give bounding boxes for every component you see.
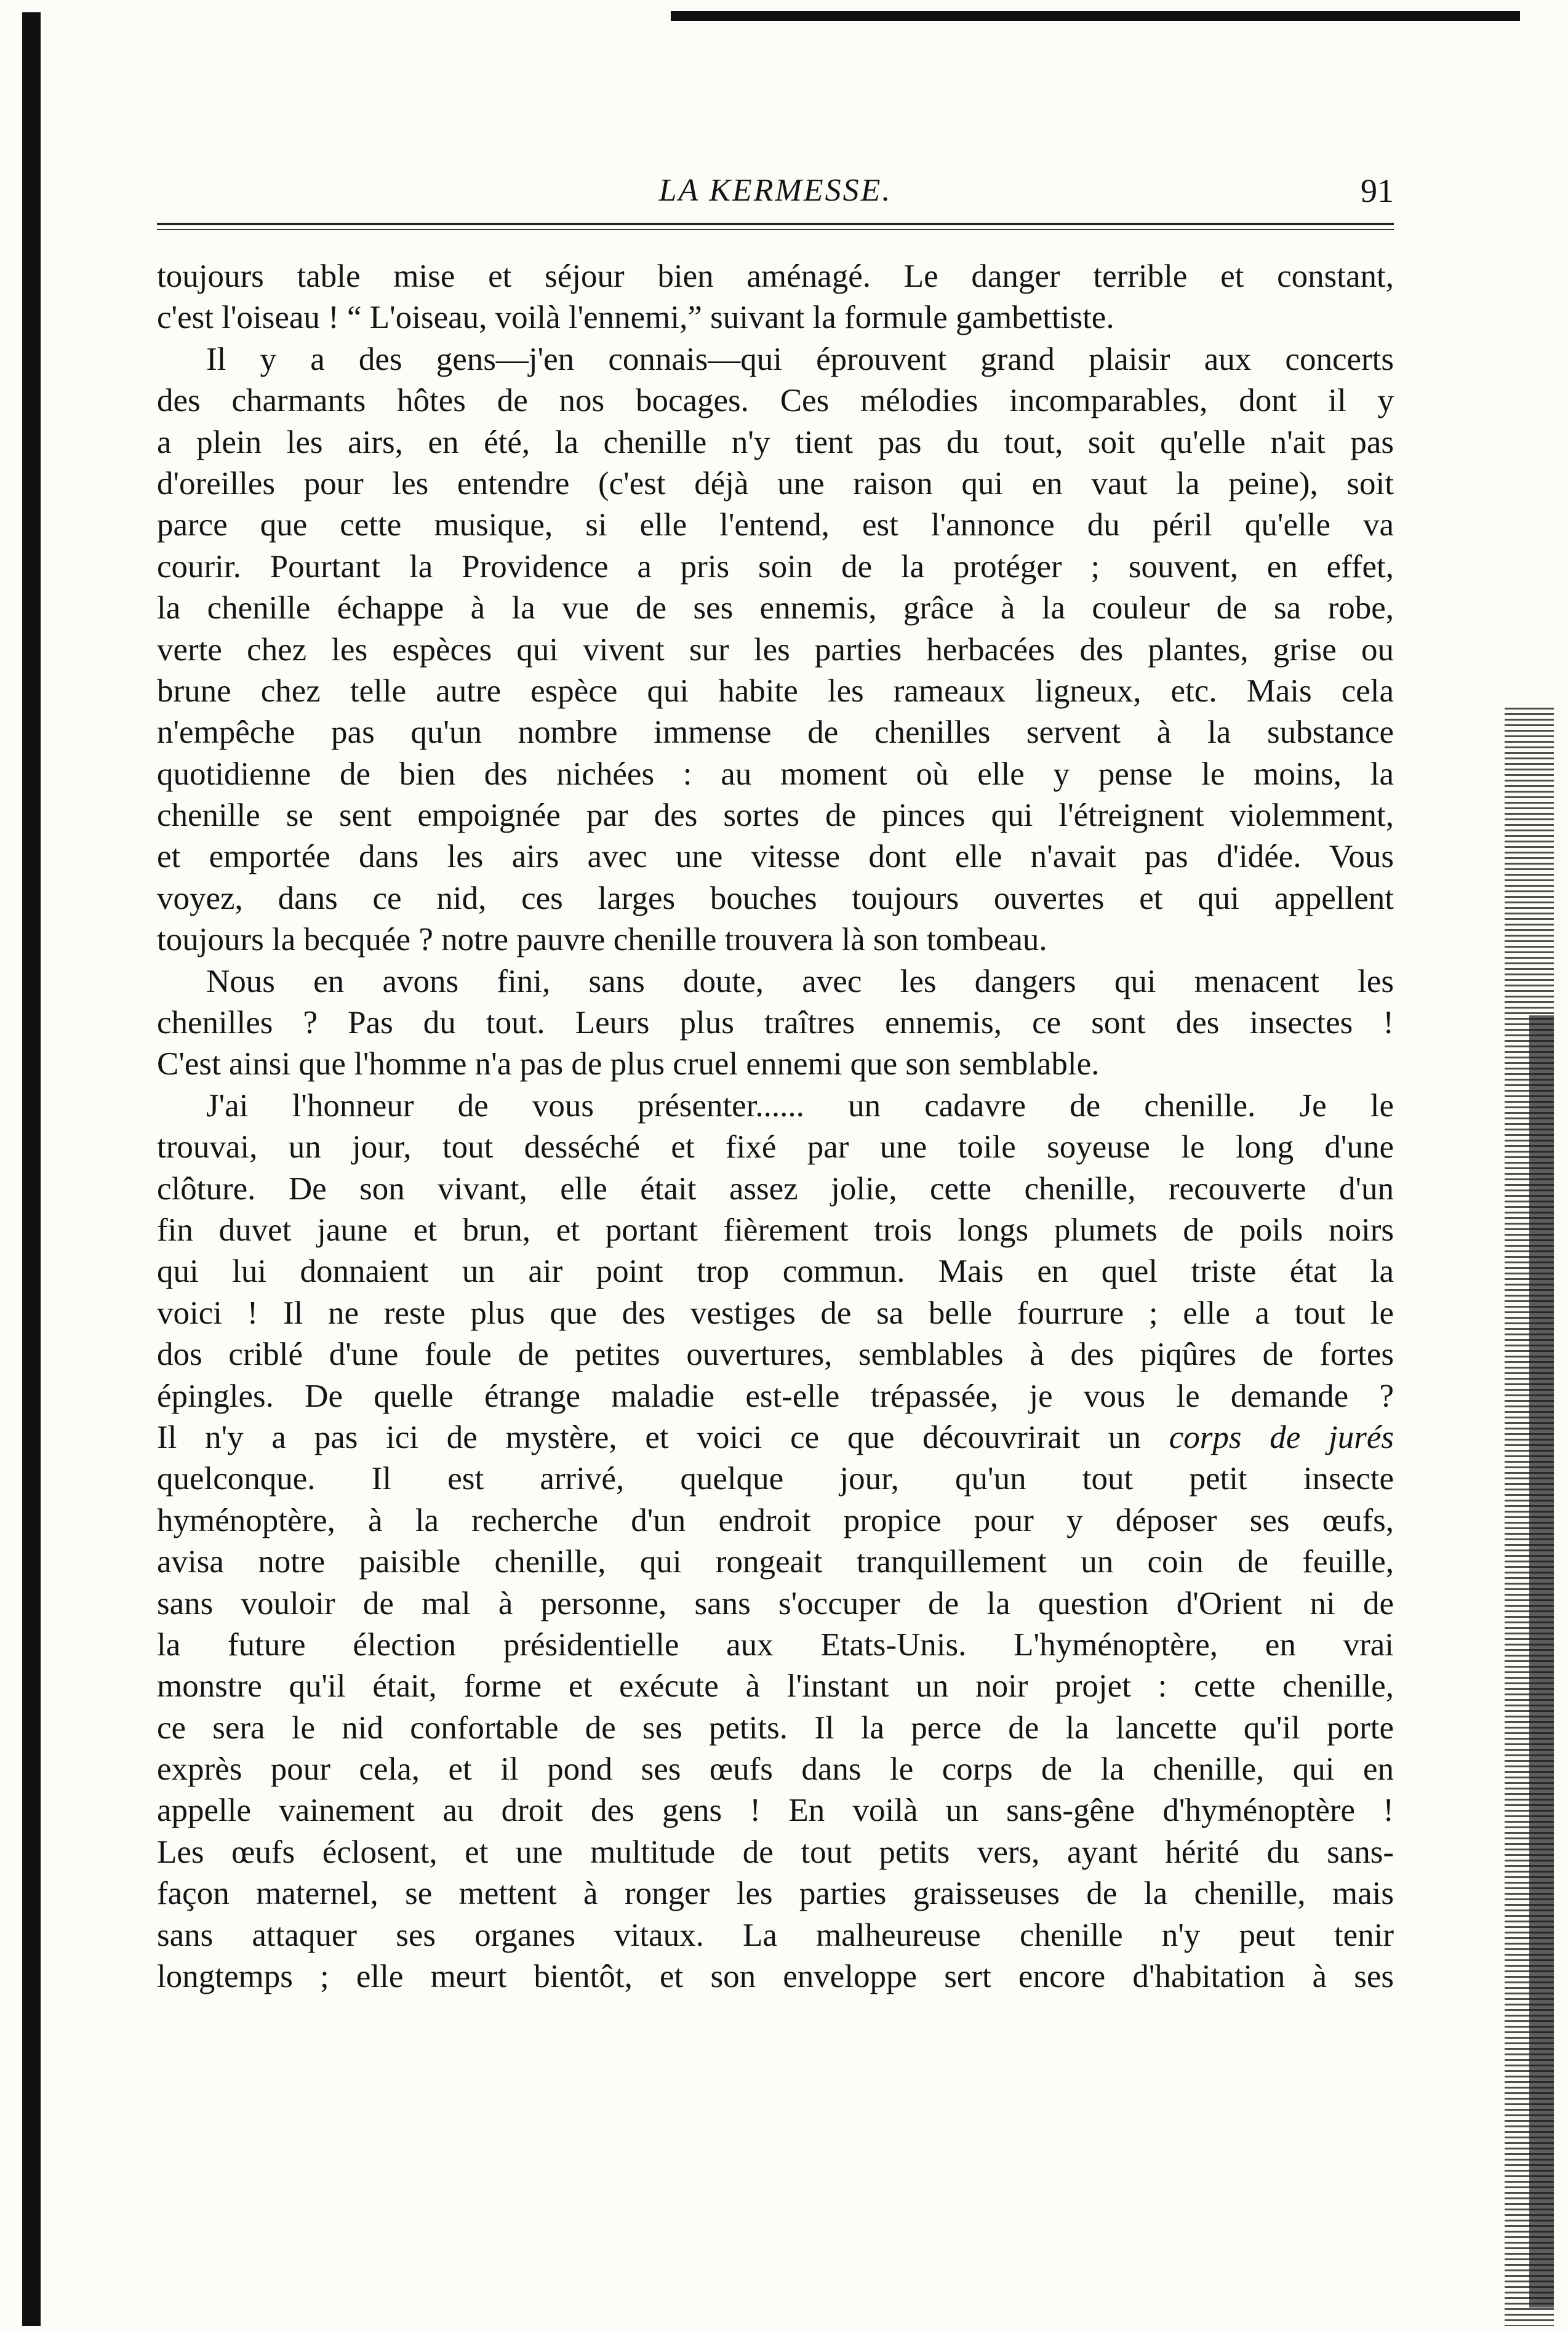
page-edge-shadow <box>22 12 41 2326</box>
text-line: ce sera le nid confortable de ses petits. Il la perce de la lancette qu'il porte <box>157 1709 1394 1746</box>
text-line: façon maternel, se mettent à ronger les parties graisseuses de la chenille, mais <box>157 1876 1394 1912</box>
text-line: longtemps ; elle meurt bientôt, et son enveloppe sert encore d'habitation à ses <box>157 1959 1394 1995</box>
text-line: Les œufs éclosent, et une multitude de tout petits vers, ayant hérité du sans- <box>157 1834 1394 1870</box>
right-scan-edge <box>1529 1015 1554 2308</box>
text-line: voyez, dans ce nid, ces larges bouches toujours ouvertes et qui appellent <box>157 880 1394 916</box>
text-line: clôture. De son vivant, elle était assez jolie, cette chenille, recouverte d'un <box>157 1170 1394 1207</box>
header-rule <box>157 223 1394 225</box>
text-line: quotidienne de bien des nichées : au moment où elle y pense le moins, la <box>157 756 1394 792</box>
text-line: sans attaquer ses organes vitaux. La malheureuse chenille n'y peut tenir <box>157 1917 1394 1953</box>
page-header <box>157 166 1394 215</box>
text-line: hyménoptère, à la recherche d'un endroit propice pour y déposer ses œufs, <box>157 1502 1394 1538</box>
text-line: sans vouloir de mal à personne, sans s'occuper de la question d'Orient ni de <box>157 1585 1394 1621</box>
text-line-with-italic <box>157 1417 1394 1458</box>
italic-phrase: corps de jurés <box>1169 1419 1394 1455</box>
body-text <box>157 256 1394 1997</box>
text-line: dos criblé d'une foule de petites ouvertures, semblables à des piqûres de fortes <box>157 1337 1394 1373</box>
page-number: 91 <box>1361 172 1394 209</box>
text-line: voici ! Il ne reste plus que des vestiges de sa belle fourrure ; elle a tout le <box>157 1295 1394 1331</box>
top-scan-border <box>671 11 1520 21</box>
text-line: qui lui donnaient un air point trop commun. Mais en quel triste état la <box>157 1253 1394 1290</box>
running-head: LA KERMESSE. <box>658 173 892 208</box>
text-line: a plein les airs, en été, la chenille n'y tient pas du tout, soit qu'elle n'ait pas <box>157 424 1394 460</box>
text-line-part: Il n'y a pas ici de mystère, et voici ce que découvrirait un <box>157 1419 1141 1455</box>
text-line: avisa notre paisible chenille, qui rongeait tranquillement un coin de feuille, <box>157 1544 1394 1580</box>
text-line: J'ai l'honneur de vous présenter...... un cadavre de chenille. Je le <box>206 1087 1394 1124</box>
text-line: toujours table mise et séjour bien aménagé. Le danger terrible et constant, <box>157 258 1394 294</box>
text-line: chenilles ? Pas du tout. Leurs plus traîtres ennemis, ce sont des insectes ! <box>157 1005 1394 1041</box>
text-line: courir. Pourtant la Providence a pris soin de la protéger ; souvent, en effet, <box>157 548 1394 585</box>
text-line: quelconque. Il est arrivé, quelque jour, qu'un tout petit insecte <box>157 1461 1394 1497</box>
text-line: verte chez les espèces qui vivent sur les parties herbacées des plantes, grise ou <box>157 631 1394 668</box>
text-line: épingles. De quelle étrange maladie est-elle trépassée, je vous le demande ? <box>157 1378 1394 1414</box>
text-line: brune chez telle autre espèce qui habite les rameaux ligneux, etc. Mais cela <box>157 673 1394 709</box>
text-line: Nous en avons fini, sans doute, avec les dangers qui menacent les <box>206 963 1394 999</box>
text-line: Il y a des gens—j'en connais—qui éprouvent grand plaisir aux concerts <box>206 341 1394 377</box>
text-line: et emportée dans les airs avec une vitesse dont elle n'avait pas d'idée. Vous <box>157 839 1394 875</box>
text-line: des charmants hôtes de nos bocages. Ces mélodies incomparables, dont il y <box>157 383 1394 419</box>
text-line: chenille se sent empoignée par des sortes de pinces qui l'étreignent violemment, <box>157 798 1394 834</box>
text-line: d'oreilles pour les entendre (c'est déjà une raison qui en vaut la peine), soit <box>157 465 1394 502</box>
text-line: fin duvet jaune et brun, et portant fièrement trois longs plumets de poils noirs <box>157 1212 1394 1248</box>
text-line: C'est ainsi que l'homme n'a pas de plus cruel ennemi que son semblable. <box>157 1046 1100 1082</box>
text-line: parce que cette musique, si elle l'entend, est l'annonce du péril qu'elle va <box>157 507 1394 543</box>
text-line: appelle vainement au droit des gens ! En voilà un sans-gêne d'hyménoptère ! <box>157 1793 1394 1829</box>
text-line: c'est l'oiseau ! “ L'oiseau, voilà l'ennemi,” suivant la formule gambettiste. <box>157 300 1114 336</box>
text-line: n'empêche pas qu'un nombre immense de chenilles servent à la substance <box>157 714 1394 751</box>
text-line: la chenille échappe à la vue de ses ennemis, grâce à la couleur de sa robe, <box>157 590 1394 626</box>
text-line: exprès pour cela, et il pond ses œufs dans le corps de la chenille, qui en <box>157 1751 1394 1788</box>
text-line: toujours la becquée ? notre pauvre chenille trouvera là son tombeau. <box>157 922 1047 958</box>
text-line: monstre qu'il était, forme et exécute à l'instant un noir projet : cette chenille, <box>157 1668 1394 1705</box>
text-line: la future élection présidentielle aux Etats-Unis. L'hyménoptère, en vrai <box>157 1626 1394 1663</box>
text-line: trouvai, un jour, tout desséché et fixé par une toile soyeuse le long d'une <box>157 1129 1394 1166</box>
header-rule-thin <box>157 229 1394 230</box>
